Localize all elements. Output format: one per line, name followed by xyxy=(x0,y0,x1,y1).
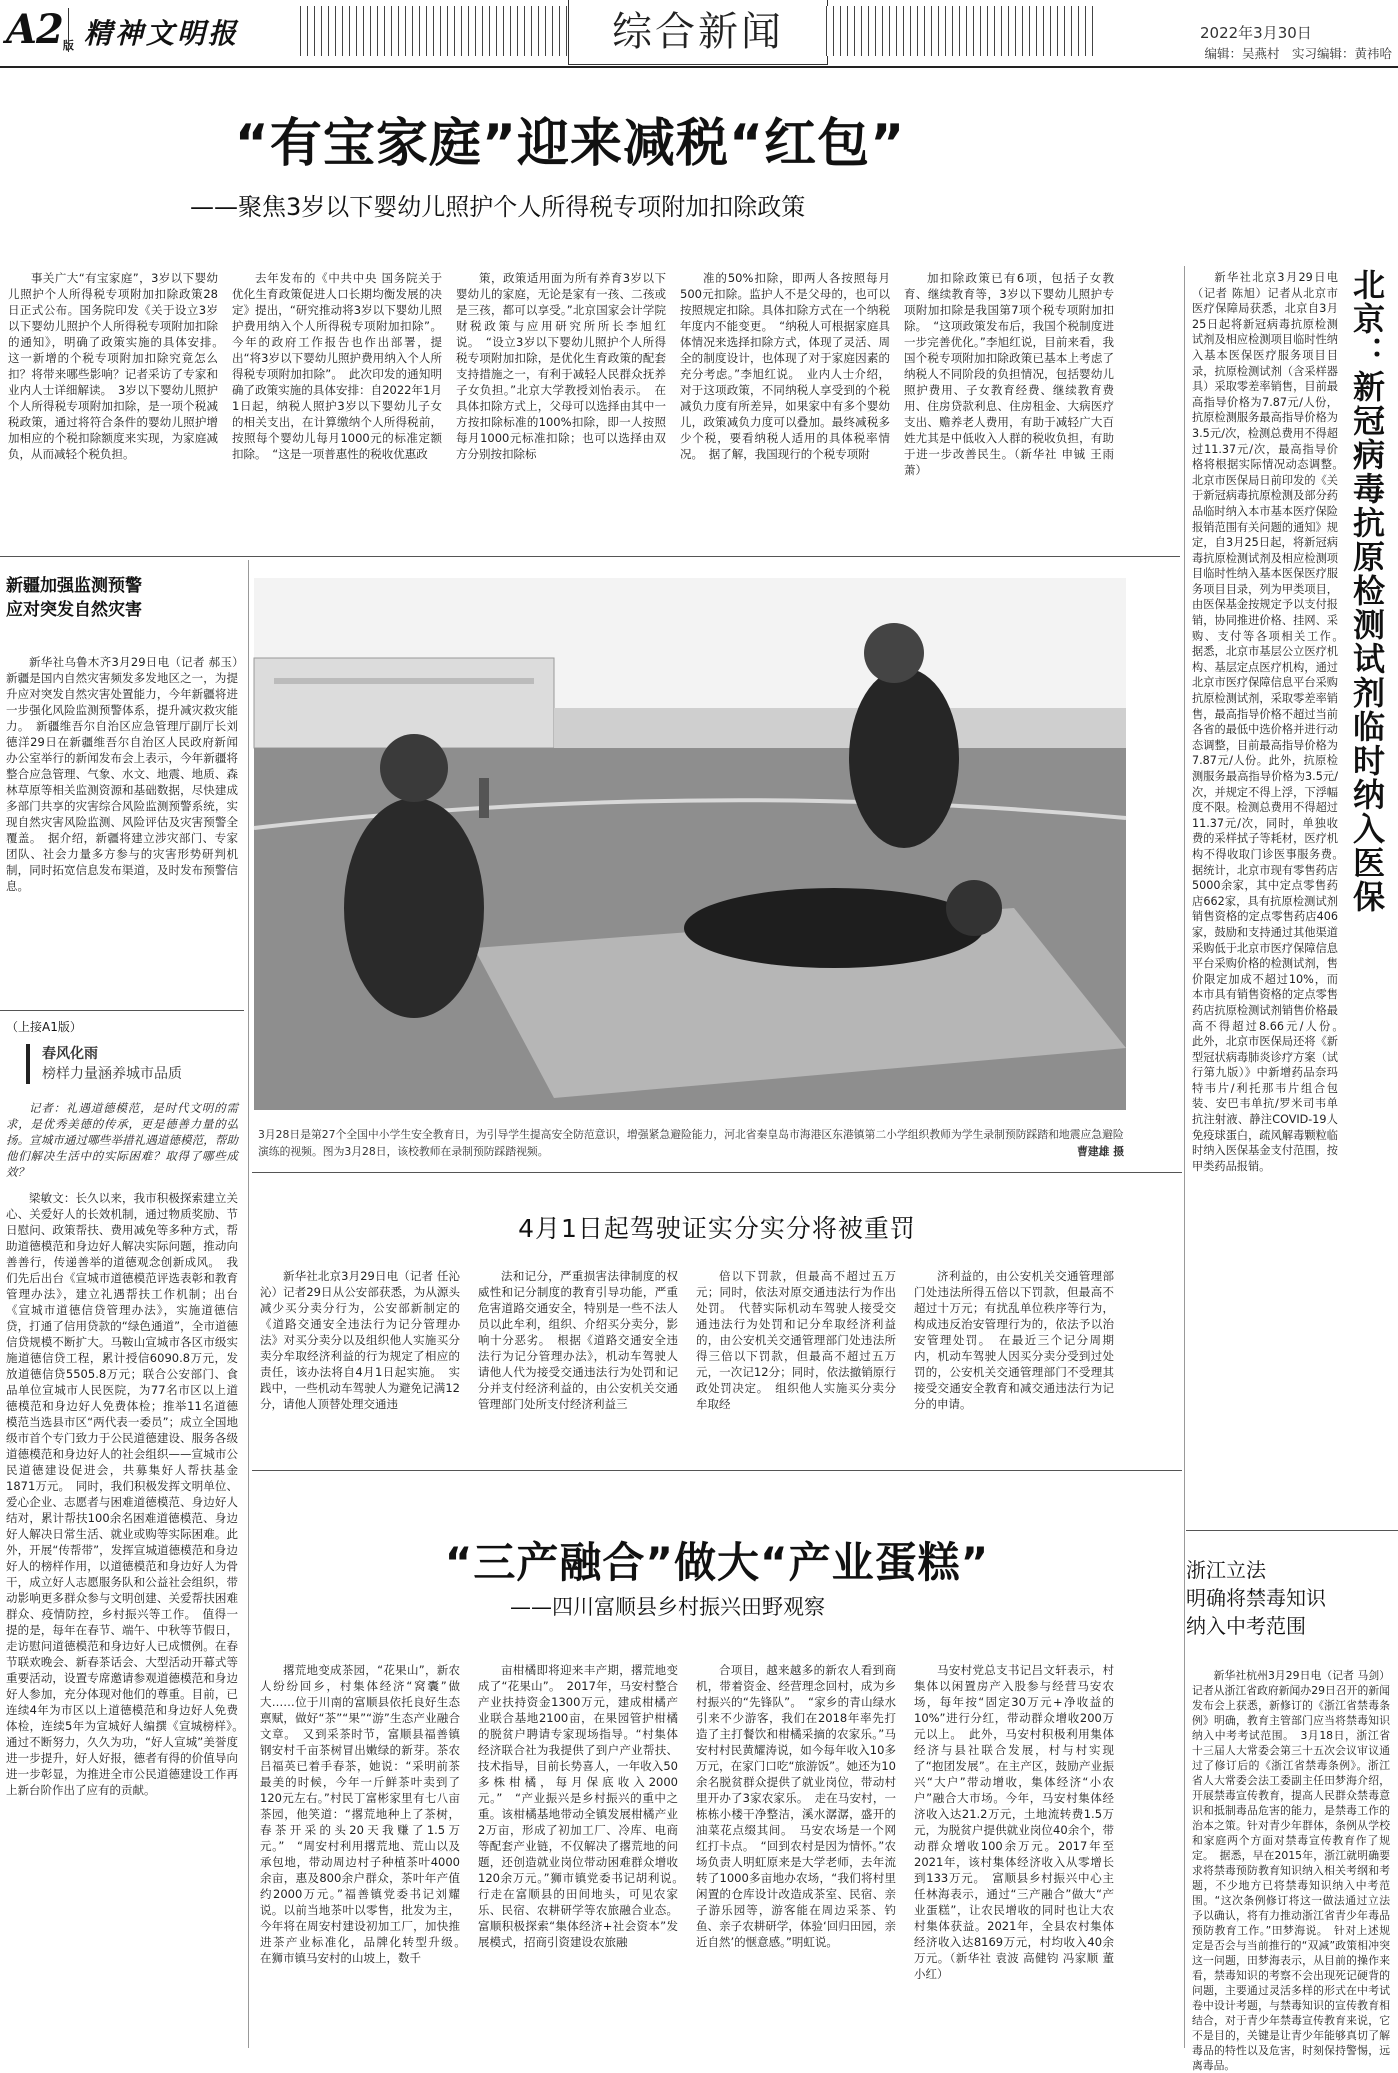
photo-scene xyxy=(254,578,1126,1110)
lead-column-3: 策，政策适用面为所有养育3岁以下婴幼儿的家庭，无论是家有一孩、二孩或是三孩，都可以享受。”北京国家会计学院财税政策与应用研究所所长李旭红说。 “设立3岁以下婴幼儿照护个人所得税专项附加扣除，是优化生育政策的配套支持措施之一，有利于减轻人民群众抚养子女负担。”北京大学教授刘怡表示。 在具体扣除方式上，父母可以选择由其中一方按扣除标准的100%扣除，即一人按照每月1000元标准扣除；也可以选择由双方分别按扣除标 xyxy=(456,271,666,461)
lead-column-4: 准的50%扣除，即两人各按照每月500元扣除。监护人不是父母的，也可以按照规定扣除。具体扣除方式在一个纳税年度内不能变更。 “纳税人可根据家庭具体情况来选择扣除方式，体现了灵活、周全的制度设计，也体现了对于家庭因素的充分考虑。”李旭红说。 业内人士介绍，对于这项政策，不同纳税人享受到的个税减负力度有所差异，如果家中有多个婴幼儿，政策减负力度可以叠加。最终减税多少个税，要看纳税人适用的具体税率情况。 据了解，我国现行的个税专项附 xyxy=(680,271,890,461)
xinjiang-bottom-rule xyxy=(0,1010,244,1011)
right-column-divider xyxy=(1184,266,1185,2048)
masthead-stripe-left xyxy=(300,6,590,56)
xinjiang-title-line-1: 新疆加强监测预警 xyxy=(6,576,142,596)
zhejiang-body: 新华社杭州3月29日电（记者 马剑）记者从浙江省政府新闻办29日召开的新闻发布会上获悉，新修订的《浙江省禁毒条例》明确，教育主管部门应当将禁毒知识纳入中考考试范围。 3月18日，浙江省十三届人大常委会第三十五次会议审议通过了修订后的《浙江省禁毒条例》。浙江省人大常委会法工委副主任田梦海介绍，开展禁毒宣传教育，提高人民群众禁毒意识和抵制毒品危害的能力，是禁毒工作的治本之策。针对青少年群体，条例从学校和家庭两个方面对禁毒宣传教育作了规定。 据悉，早在2015年，浙江就明确要求将禁毒预防教育知识纳入相关考纲和考题，不少地方已将禁毒知识纳入中考范围。“这次条例修订将这一做法通过立法予以确认，将有力推动浙江省青少年毒品预防教育工作。”田梦海说。 针对上述规定是否会与当前推行的“双减”政策相冲突这一问题，田梦海表示，从目前的操作来看，禁毒知识的考察不会出现死记硬背的问题，主要通过灵活多样的形式在中考试卷中设计考题，与禁毒知识的宣传教育相结合，对于青少年禁毒宣传教育来说，它不是目的，关键是让青少年能够真切了解毒品的特性以及危害，时刻保持警惕，远离毒品。 xyxy=(1192,1669,1390,2072)
zhejiang-title-line-1: 浙江立法 xyxy=(1186,1558,1266,1582)
section-title: 综合新闻 xyxy=(612,9,784,55)
person-teacher-left xyxy=(344,798,484,1018)
beijing-headline: 北京：新冠病毒抗原检测试剂临时纳入医保 xyxy=(1348,268,1386,914)
license-column-1: 新华社北京3月29日电（记者 任沁沁）记者29日从公安部获悉，为从源头减少买分卖分行为，公安部新制定的《道路交通安全违法行为记分管理办法》对买分卖分以及组织他人实施买分卖分牟取经济利益的行为规定了相应的责任，该办法将自4月1日起实施。 实践中，一些机动车驾驶人为避免记满12分，请他人顶替处理交通违 xyxy=(260,1269,460,1411)
paper-name: 精神文明报 xyxy=(84,17,240,50)
masthead-rule xyxy=(0,66,1398,68)
photo-caption xyxy=(258,1126,1124,1160)
xinjiang-headline xyxy=(6,574,242,622)
sichuan-column-3: 合项目，越来越多的新农人看到商机，带着资金、经营理念回村，成为乡村振兴的“先锋队”。 “家乡的青山绿水引来不少游客，我们在2018年率先打造了主打餐饮和柑橘采摘的农家乐。”马安村村民黄耀涛说，如今每年收入10多万元，在家门口吃“旅游饭”。她还为10余名脱贫群众提供了就业岗位，带动村里开办了3家农家乐。 走在马安村，一栋栋小楼干净整洁，溪水潺潺，盛开的油菜花点缀其间。 马安农场是一个网红打卡点。 “回到农村是因为情怀。”农场负责人明虹原来是大学老师，去年流转了1000多亩地办农场，“我们将村里闲置的仓库设计改造成茶室、民宿、亲子游乐园等，游客能在周边采茶、钓鱼、亲子农耕研学，体验‘回归田园，亲近自然’的惬意感。”明虹说。 xyxy=(696,1663,896,1949)
photo-credit: 曹建雄 摄 xyxy=(1077,1145,1124,1158)
lead-column-1: 事关广大“有宝家庭”，3岁以下婴幼儿照护个人所得税专项附加扣除政策28日正式公布。国务院印发《关于设立3岁以下婴幼儿照护个人所得税专项附加扣除的通知》，明确了政策实施的具体安排。 这一新增的个税专项附加扣除究竟怎么扣？将带来哪些影响？记者采访了专家和业内人士详细解读。 3岁以下婴幼儿照护个人所得税专项附加扣除，是一项个税减税政策，通过将符合条件的婴幼儿照护增加相应的个税扣除额度来实现，为家庭减负，从而减轻个税负担。 xyxy=(8,271,230,461)
building-left xyxy=(254,658,554,748)
lead-subtitle: ——聚焦3岁以下婴幼儿照护个人所得税专项附加扣除政策 xyxy=(190,193,806,221)
phone-gimbal xyxy=(479,778,489,818)
license-column-2: 法和记分，严重损害法律制度的权威性和记分制度的教育引导功能，严重危害道路交通安全，特别是一些不法人员以此牟利，组织、介绍买分卖分，影响十分恶劣。 根据《道路交通安全违法行为记分管理办法》，机动车驾驶人请他人代为接受交通违法行为处罚和记分并支付经济利益的，由公安机关交通管理部门处所支付经济利益三 xyxy=(478,1269,678,1411)
lead-bottom-rule xyxy=(0,556,1180,557)
masthead-stripe-right xyxy=(826,6,1096,56)
person-teacher-right-head xyxy=(864,623,924,683)
section-tab xyxy=(568,0,828,65)
photo-bottom-rule xyxy=(252,1172,1182,1173)
page-suffix: 版 xyxy=(62,39,73,52)
continued-headline xyxy=(26,1044,256,1084)
continued-title-line-1: 春风化雨 xyxy=(42,1046,98,1062)
person-lying xyxy=(684,888,984,968)
continued-intro: 记者：礼遇道德模范，是时代文明的需求，是优秀美德的传承，更是德善力量的弘扬。宣城市通过哪些举措礼遇道德模范，帮助他们解决生活中的实际困难？取得了哪些成效？ xyxy=(6,1101,238,1179)
license-bottom-rule xyxy=(252,1470,1182,1471)
beijing-bottom-rule xyxy=(1186,1530,1398,1531)
masthead-divider-left xyxy=(68,8,69,52)
beijing-body: 新华社北京3月29日电（记者 陈旭）记者从北京市医疗保障局获悉，北京自3月25日起将新冠病毒抗原检测试剂及相应检测项目临时性纳入基本医保医疗服务项目目录，抗原检测试剂（含采样器具）采取零差率销售，目前最高指导价格为7.87元/人份，抗原检测服务最高指导价格为3.5元/次，检测总费用不得超过11.37元/次，最高指导价格将根据实际情况动态调整。 北京市医保局日前印发的《关于新冠病毒抗原检测及部分药品临时纳入本市基本医疗保险报销范围有关问题的通知》规定，自3月25日起，将新冠病毒抗原检测试剂及相应检测项目临时性纳入基本医保医疗服务项目目录，列为甲类项目，由医保基金按规定予以支付报销，协同推进价格、挂网、采购、支付等各项相关工作。 据悉，北京市基层公立医疗机构、基层定点医疗机构，通过北京市医疗保障信息平台采购抗原检测试剂，采取零差率销售，最高指导价格不超过当前各省的最低中选价格并进行动态调整，目前最高指导价格为7.87元/人份。此外，抗原检测服务最高指导价格为3.5元/次，并规定不得上浮，下浮幅度不限。检测总费用不得超过11.37元/次，同时，单独收费的采样拭子等耗材，医疗机构不得收取门诊医事服务费。 据统计，北京市现有零售药店5000余家，其中定点零售药店662家，具有抗原检测试剂销售资格的定点零售药店406家，鼓励和支持通过其他渠道采购低于北京市医疗保障信息平台采购价格的检测试剂，售价限定加成不超过10%，而本市具有销售资格的定点零售药店抗原检测试剂销售价格最高不得超过8.66元/人份。 此外，北京市医保局还将《新型冠状病毒肺炎诊疗方案（试行第九版）》中新增药品奈玛特韦片/利托那韦片组合包装、安巴韦单抗/罗米司韦单抗注射液、静注COVID-19人免疫球蛋白，疏风解毒颗粒临时纳入医保基金支付范围，按甲类药品报销。 xyxy=(1192,271,1350,1173)
person-lying-head xyxy=(946,880,1002,936)
page-number-text: A2 xyxy=(6,6,63,53)
license-column-3: 倍以下罚款，但最高不超过五万元；同时，依法对原交通违法行为作出处罚。 代替实际机动车驾驶人接受交通违法行为处罚和记分牟取经济利益的，由公安机关交通管理部门处违法所得三倍以下罚款，但最高不超过五万元，一次记12分；同时，依法撤销原行政处罚决定。 组织他人实施买分卖分牟取经 xyxy=(696,1269,896,1411)
lead-headline: “有宝家庭”迎来减税“红包” xyxy=(234,114,906,174)
continued-title-line-2: 榜样力量涵养城市品质 xyxy=(42,1066,182,1082)
sichuan-headline: “三产融合”做大“产业蛋糕” xyxy=(444,1538,990,1587)
sichuan-subtitle: ——四川富顺县乡村振兴田野观察 xyxy=(510,1595,825,1619)
left-column-divider xyxy=(248,560,249,2048)
editor-credits: 编辑：吴燕村 实习编辑：黄祎哈 xyxy=(1204,46,1392,61)
person-teacher-right xyxy=(849,668,959,848)
license-column-4: 济利益的，由公安机关交通管理部门处违法所得五倍以下罚款，但最高不超过十万元；有扰乱单位秩序等行为，构成违反治安管理行为的，依法予以治安管理处罚。 在最近三个记分周期内，机动车驾驶人因买分卖分受到过处罚的，公安机关交通管理部门不受理其接受交通安全教育和减交通违法行为记分的申请。 xyxy=(914,1269,1114,1411)
person-teacher-left-head xyxy=(380,734,448,802)
xinjiang-title-line-2: 应对突发自然灾害 xyxy=(6,600,142,620)
building-banner xyxy=(274,678,534,684)
sichuan-column-4: 马安村党总支书记吕文轩表示，村集体以闲置房产入股参与经营马安农场，每年按“固定30万元+净收益的10%”进行分红，带动群众增收200万元以上。 此外，马安村积极利用集体经济与县社联合发展，村与村实现了“抱团发展”。在主产区，鼓励产业振兴“大户”带动增收，集体经济“小农户”融合大市场。今年，马安村集体经济收入达21.2万元，土地流转费1.5万元，为脱贫户提供就业岗位40余个，带动群众增收100余万元。2017年至2021年，该村集体经济收入从零增长到133万元。 富顺县乡村振兴中心主任林海表示，通过“三产融合”做大“产业蛋糕”，让农民增收的同时也让大农村集体获益。2021年，全县农村集体经济收入达8169万元，村均收入40余万元。（新华社 袁波 高健钧 冯家顺 董小红） xyxy=(914,1663,1114,1981)
lead-column-2: 去年发布的《中共中央 国务院关于优化生育政策促进人口长期均衡发展的决定》提出，“研究推动将3岁以下婴幼儿照护费用纳入个人所得税专项附加扣除”。今年的政府工作报告也作出部署，提出“将3岁以下婴幼儿照护费用纳入个人所得税专项附加扣除”。 此次印发的通知明确了政策实施的具体安排：自2022年1月1日起，纳税人照护3岁以下婴幼儿子女的相关支出，在计算缴纳个人所得税前，按照每个婴幼儿每月1000元的标准定额扣除。 “这是一项普惠性的税收优惠政 xyxy=(232,271,442,461)
page-number xyxy=(6,6,73,53)
continued-body: 梁敏文：长久以来，我市积极探索建立关心、关爱好人的长效机制，通过物质奖励、节日慰问、政策帮扶、费用减免等多种方式，帮助道德模范和身边好人解决实际问题，推动向善善行，传递善举的道德观念创新成风。 我们先后出台《宣城市道德模范评选表彰和教育管理办法》，建立礼遇帮扶工作机制；出台《宣城市道德信贷管理办法》，实施道德信贷，打通了信用贷款的“绿色通道”，全市道德信贷规模不断扩大。马鞍山宣城市各区市级实施道德信贷工程，累计授信6090.8万元，发放道德信贷5505.8万元；联合公安部门、食品单位宣城市人民医院，为77名市区以上道德模范和身边好人免费体检；推举11名道德模范当选县市区“两代表一委员”；成立全国地级市首个专门致力于公民道德建设、服务各级道德模范和身边好人的社会组织——宣城市公民道德建设促进会，共募集好人帮扶基金1871万元。 同时，我们积极发挥文明单位、爱心企业、志愿者与困难道德模范、身边好人结对，累计帮扶100余名困难道德模范、身边好人解决日常生活、就业或购等实际困难。此外，开展“传帮带”，发挥宣城道德模范和身边好人的榜样作用，以道德模范和身边好人为骨干，成立好人志愿服务队和公益社会组织，带动影响更多群众参与文明创建、关爱帮扶困难群众、疫情防控，乡村振兴等工作。 值得一提的是，每年在春节、端午、中秋等节假日，走访慰问道德模范和身边好人已成惯例。在春节联欢晚会、新春茶话会、大型活动开幕式等重要活动，设置专席邀请参观道德模范和身边好人参加，充分体现对他们的尊重。目前，已连续4年为市区以上道德模范和身边好人免费体检，连续5年为宣城好人编撰《宣城榜样》。 通过不断努力，久久为功，“好人宣城”美誉度进一步提升，好人好报，德者有得的价值导向进一步彰显，为推进全市公民道德建设工作再上新台阶作出了应有的贡献。 xyxy=(6,1191,250,1797)
continued-label: （上接A1版） xyxy=(6,1020,82,1034)
zhejiang-title-line-2: 明确将禁毒知识 xyxy=(1186,1586,1326,1610)
zhejiang-title-line-3: 纳入中考范围 xyxy=(1186,1614,1306,1638)
issue-date: 2022年3月30日 xyxy=(1200,24,1312,42)
news-photo xyxy=(254,578,1126,1110)
sichuan-column-2: 亩柑橘即将迎来丰产期，撂荒地变成了“花果山”。 2017年，马安村整合产业扶持资金1300万元，建成柑橘产业联合基地2100亩，在果园管护柑橘的脱贫户聘请专家现场指导。“村集体经济联合社为我提供了到户产业帮扶、技术指导，目前长势喜人，一年收入50多株柑橘，每月保底收入2000元。” “产业振兴是乡村振兴的重中之重。该柑橘基地带动全镇发展柑橘产业2万亩，形成了初加工厂、冷库、电商等配套产业链，不仅解决了撂荒地的问题，还创造就业岗位带动困难群众增收120余万元。”狮市镇党委书记胡利说。 行走在富顺县的田间地头，可见农家乐、民宿、农耕研学等农旅融合业态。富顺积极探索“集体经济+社会资本”发展模式，招商引资建设农旅融 xyxy=(478,1663,690,1949)
photo-caption-text: 3月28日是第27个全国中小学生安全教育日，为引导学生提高安全防范意识，增强紧急避险能力，河北省秦皇岛市海港区东港镇第二小学组织教师为学生录制预防踩踏和地震应急避险演练的视频。图为3月28日，该校教师在录制预防踩踏视频。 xyxy=(258,1128,1124,1158)
xinjiang-body: 新华社乌鲁木齐3月29日电（记者 郝玉）新疆是国内自然灾害频发多发地区之一，为提升应对突发自然灾害处置能力，今年新疆将进一步强化风险监测预警体系，提升减灾救灾能力。 新疆维吾尔自治区应急管理厅副厅长刘德洋29日在新疆维吾尔自治区人民政府新闻办公室举行的新闻发布会上表示，今年新疆将整合应急管理、气象、水文、地震、地质、森林草原等相关监测资源和基础数据，尽快建成多部门共享的灾害综合风险监测预警系统，实现自然灾害风险监测、风险评估及灾害预警全覆盖。 据介绍，新疆将建立涉灾部门、专家团队、社会力量多方参与的灾害形势研判机制，同时拓宽信息发布渠道，及时发布预警信息。 xyxy=(6,655,238,893)
distant-trees xyxy=(554,708,1126,748)
license-headline: 4月1日起驾驶证实分实分将被重罚 xyxy=(518,1214,916,1243)
zhejiang-headline xyxy=(1186,1556,1392,1640)
lead-column-5: 加扣除政策已有6项，包括子女教育、继续教育等，3岁以下婴幼儿照护专项附加扣除是我国第7项个税专项附加扣除。 “这项政策发布后，我国个税制度进一步完善优化。”李旭红说，目前来看，我国个税专项附加扣除政策已基本上考虑了纳税人不同阶段的负担情况，包括婴幼儿照护费用、子女教育经费、继续教育费用、住房贷款利息、住房租金、大病医疗支出、赡养老人费用，有助于减轻广大百姓尤其是中低收入人群的税收负担，有助于进一步改善民生。（新华社 申铖 王雨萧） xyxy=(904,271,1114,477)
sichuan-column-1: 撂荒地变成茶园，“花果山”，新农人纷纷回乡，村集体经济“窝囊”做大……位于川南的富顺县依托良好生态禀赋，做好“茶”“果”“游”生态产业融合文章。 又到采茶时节，富顺县福善镇钢安村千亩茶树冒出嫩绿的新芽。茶农吕福英已着手春茶，她说：“采明前茶最美的时候，今年一斤鲜茶叶卖到了120元左右。”村民丁富彬家里有七八亩茶园，他笑道：“撂荒地种上了茶树，春茶开采的头20天我赚了1.5万元。” “周安村利用撂荒地、荒山以及承包地，带动周边村子种植茶叶4000余亩，惠及800余户群众，茶叶年产值约2000万元。”福善镇党委书记刘耀说。以前当地茶叶以零售，批发为主，今年将在周安村建设初加工厂，加快推进茶产业标准化，品牌化转型升级。 在狮市镇马安村的山坡上，数千 xyxy=(260,1663,472,1965)
